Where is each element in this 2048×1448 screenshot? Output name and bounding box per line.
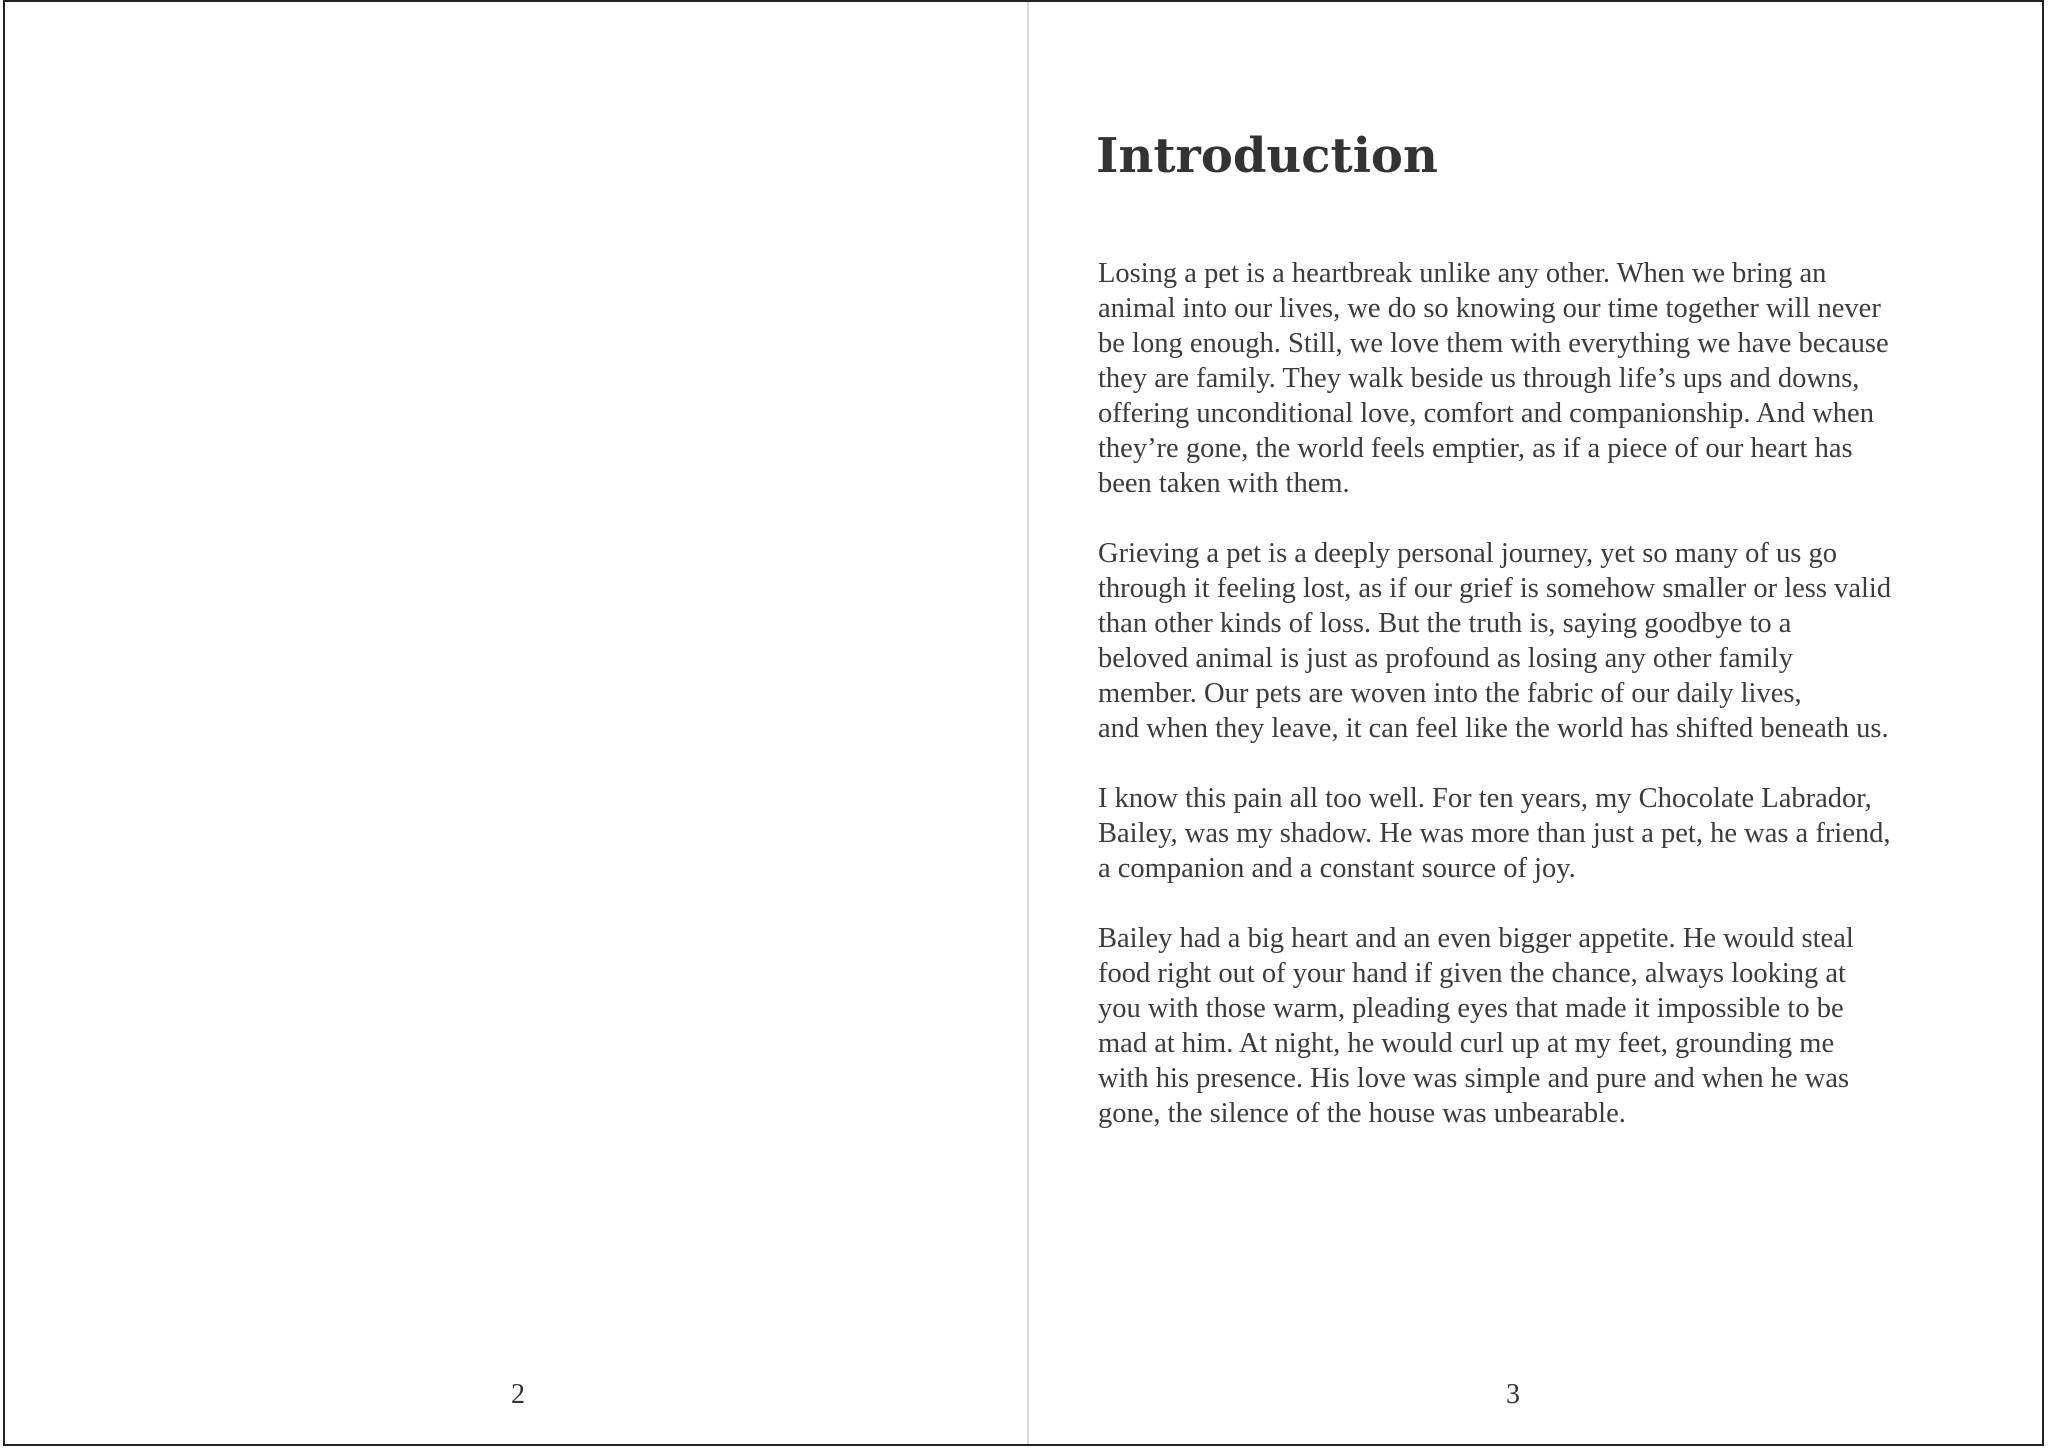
right-page	[1029, 2, 2044, 1444]
chapter-heading: Introduction	[1096, 128, 1438, 184]
paragraph-4: Bailey had a big heart and an even bigger appetite. He would steal food right out of your hand if given the chance, always looking at you with those warm, pleading eyes that made it impossible to be mad at him. At night, he would curl up at my feet, grounding me with his presence. His love was simple and pure and when he was gone, the silence of the house was unbearable.	[1098, 923, 1854, 1129]
right-page-number: 3	[1506, 1379, 1520, 1410]
book-spread	[3, 0, 2044, 1446]
left-page	[5, 2, 1028, 1444]
paragraph-3: I know this pain all too well. For ten years, my Chocolate Labrador, Bailey, was my shadow. He was more than just a pet, he was a friend, a companion and a constant source of joy.	[1098, 783, 1891, 884]
left-page-number: 2	[511, 1379, 525, 1410]
body-text	[1098, 256, 1998, 1166]
paragraph-2: Grieving a pet is a deeply personal journey, yet so many of us go through it feeling lost, as if our grief is somehow smaller or less valid than other kinds of loss. But the truth is, saying goodbye to a beloved animal is just as profound as losing any other family member. Our pets are woven into the fabric of our daily lives, and when they leave, it can feel like the world has shifted beneath us.	[1098, 538, 1892, 744]
paragraph-1: Losing a pet is a heartbreak unlike any other. When we bring an animal into our lives, we do so knowing our time together will never be long enough. Still, we love them with everything we have because they are family. They walk beside us through life’s ups and downs, offering unconditional love, comfort and companionship. And when they’re gone, the world feels emptier, as if a piece of our heart has been taken with them.	[1098, 258, 1889, 499]
